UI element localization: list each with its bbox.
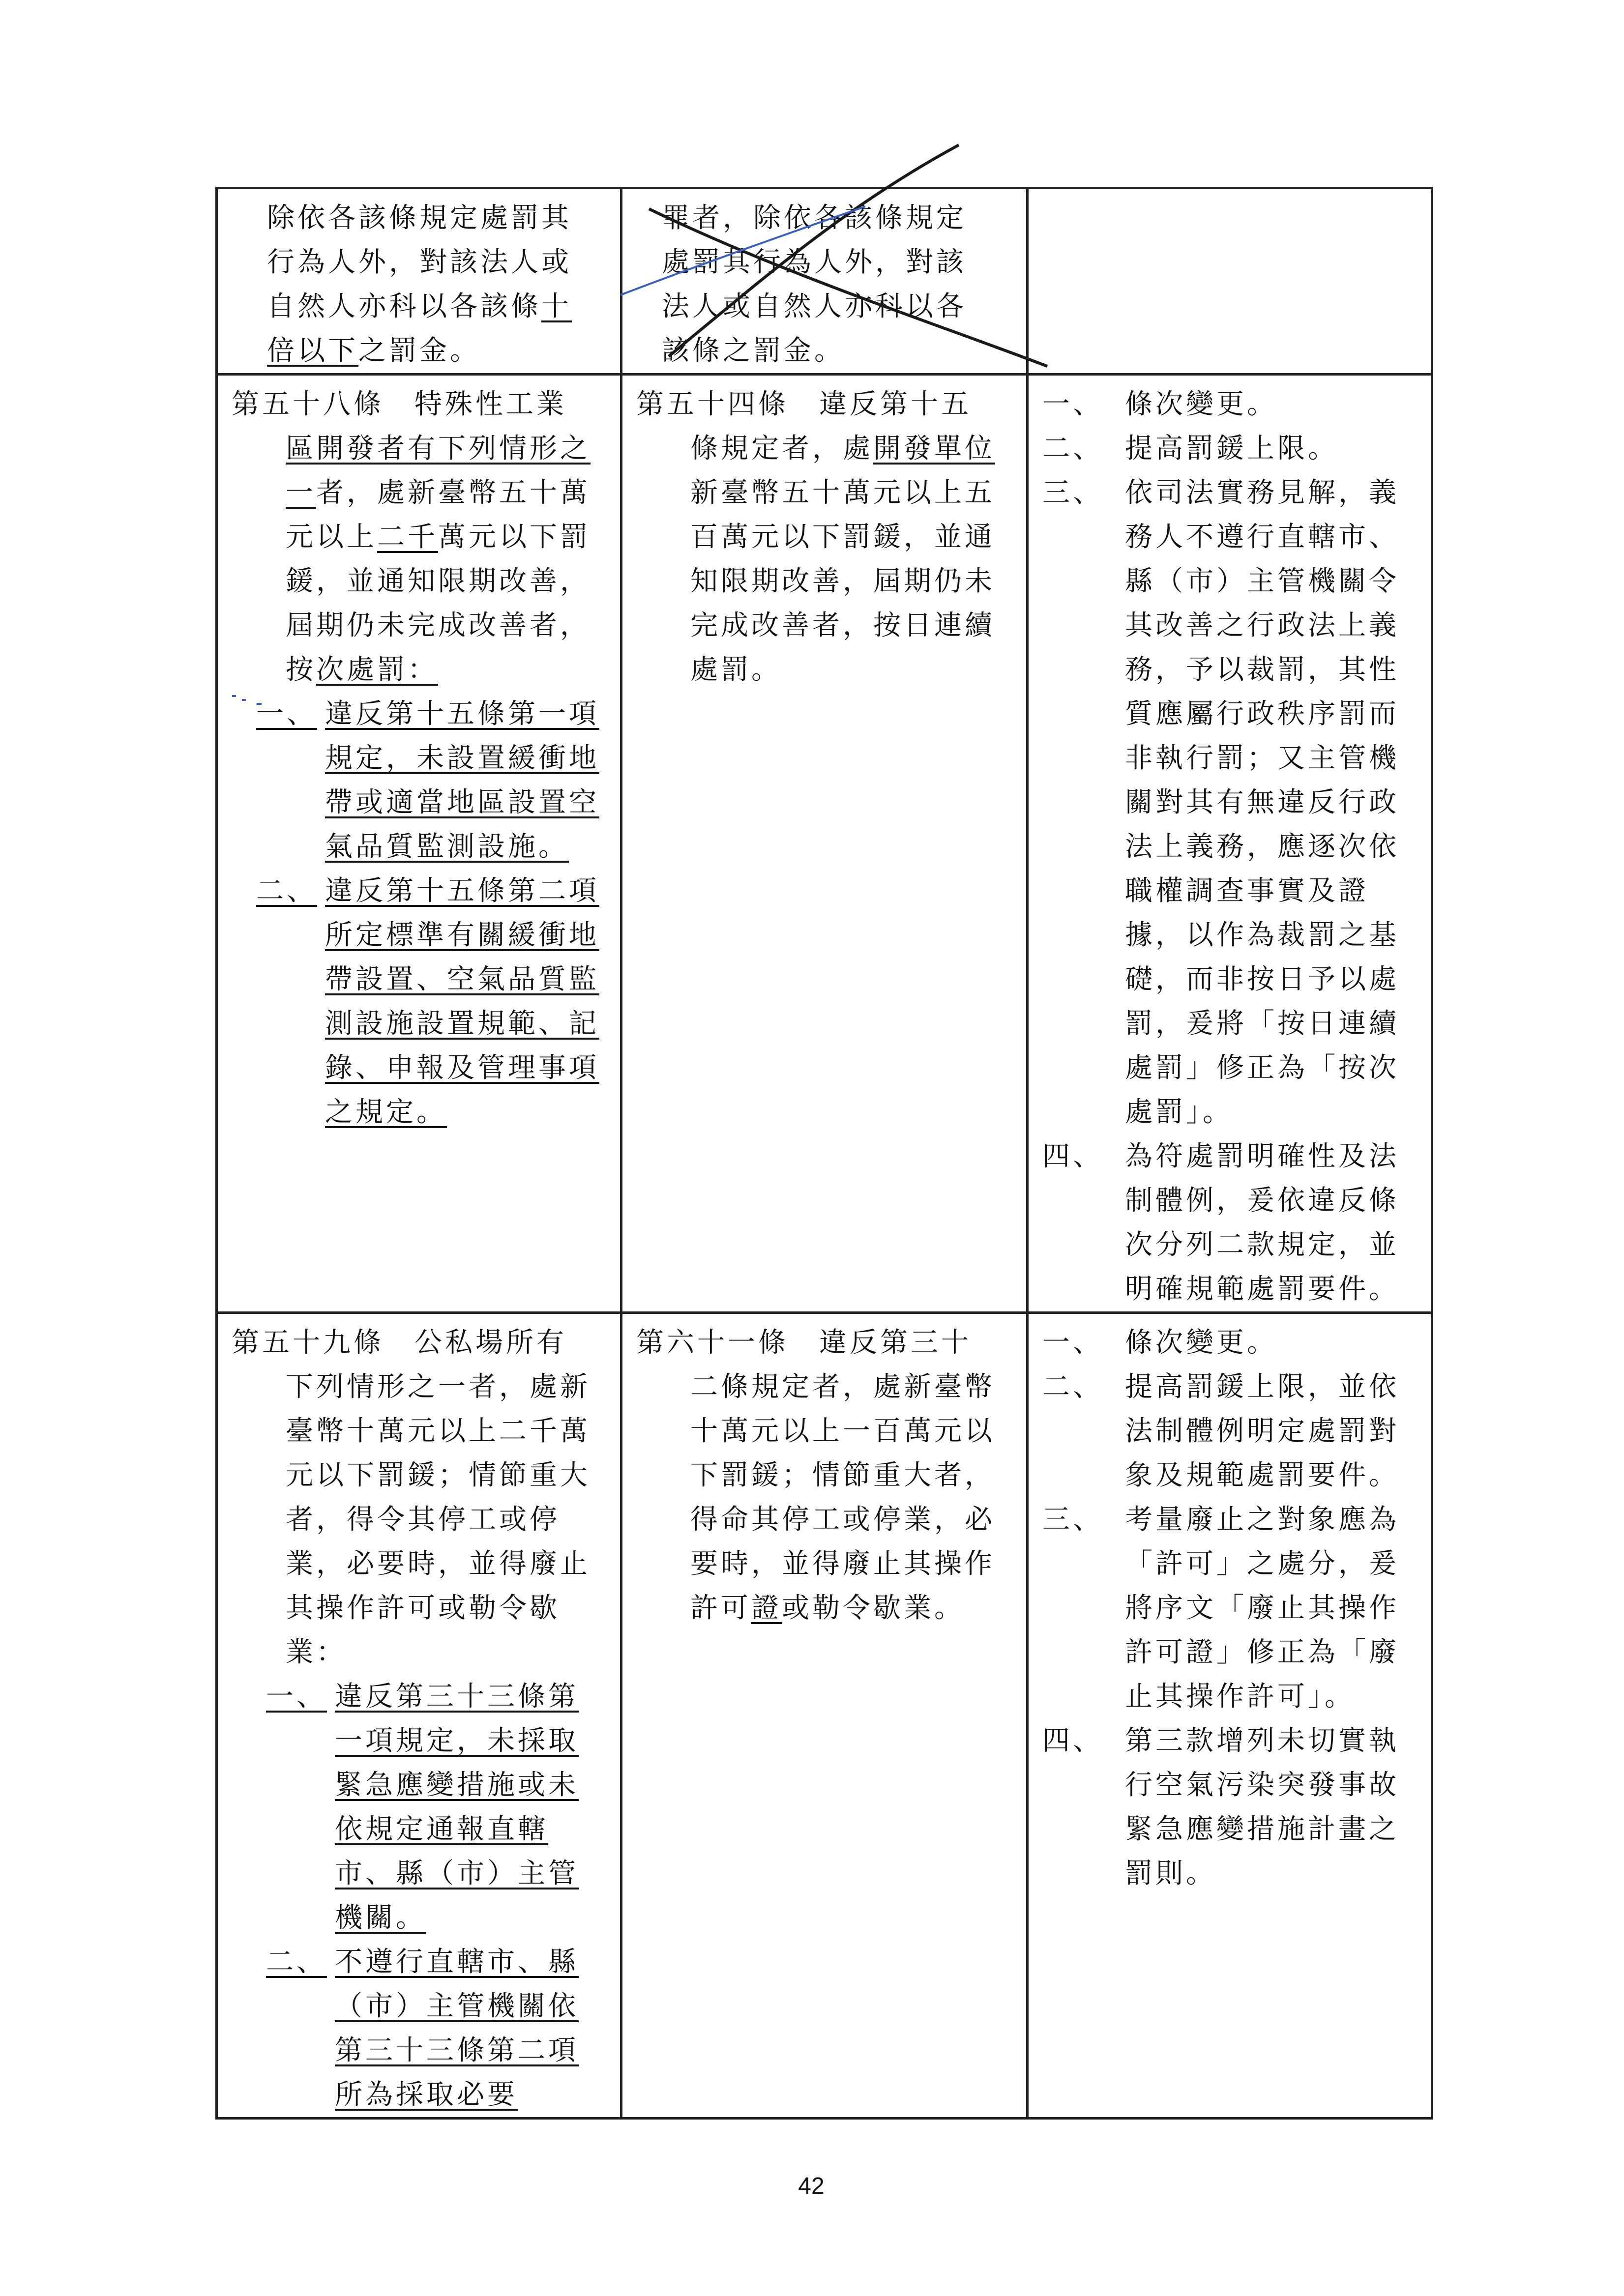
text-line: 自然人亦科以各該條十 [267,291,572,322]
comparison-table [215,187,1433,2120]
page-number: 42 [798,2173,825,2199]
table-cell [621,1313,1028,2119]
list-item: 二、 提高罰鍰上限，並依法制體例明定處罰對象及規範處罰要件。 [1042,1371,1399,1491]
list-item: 一、 條次變更。 [1042,388,1277,420]
table-cell [217,1313,621,2119]
table-row [217,1313,1432,2119]
text-line: 罪者，除依各該條規定 [662,202,967,234]
article-heading: 第五十四條 違反第十五 [636,388,972,420]
list-item: 一、 條次變更。 [1042,1327,1277,1359]
text-line: 該條之罰金。 [662,335,845,367]
article-body: 區開發者有下列情形之 一者，處新臺幣五十萬元以上二千萬元以下罰鍰，並通知限期改善，屆期仍未完成改善者，按次處罰： [286,433,591,686]
list-item: 二、 不遵行直轄市、縣（市）主管機關依第三十三條第二項所為採取必要 [266,1946,579,2111]
list-item: 四、 第三款增列未切實執行空氣污染突發事故緊急應變措施計畫之罰則。 [1042,1725,1399,1889]
article-body: 條規定者，處開發單位新臺幣五十萬元以上五百萬元以下罰鍰，並通知限期改善，屆期仍未完成改善者，按日連續處罰。 [690,433,995,686]
table-cell [1028,188,1432,375]
list-item: 二、 提高罰鍰上限。 [1042,433,1338,465]
text-line: 處罰其行為人外，對該 [662,246,967,278]
list-item: 一、 違反第十五條第一項規定，未設置緩衝地帶或適當地區設置空氣品質監測設施。 [256,698,599,863]
list-item: 四、 為符處罰明確性及法制體例，爰依違反條次分列二款規定，並明確規範處罰要件。 [1042,1140,1399,1305]
text-line: 除依各該條規定處罰其 [267,202,572,234]
table-cell [217,188,621,375]
table-cell [217,375,621,1313]
list-item: 二、 違反第十五條第二項所定標準有關緩衝地帶設置、空氣品質監測設施設置規範、記錄、申報及管理事項之規定。 [256,875,599,1128]
amended-text: 十 [541,291,572,322]
text-line: 行為人外，對該法人或 [267,246,572,278]
table-cell [1028,375,1432,1313]
article-heading: 第六十一條 違反第三十 [636,1327,972,1359]
list-item: 三、 依司法實務見解，義務人不遵行直轄市、縣（市）主管機關令其改善之行政法上義務，予以裁罰，其性質應屬行政秩序罰而非執行罰；又主管機關對其有無違反行政法上義務，應逐次依職權調查事實及證據，以作為裁罰之基礎，而非按日予以處罰，爰將「按日連續處罰」修正為「按次處罰」。 [1042,477,1399,1128]
list-item: 三、 考量廢止之對象應為「許可」之處分，爰將序文「廢止其操作許可證」修正為「廢止其操作許可」。 [1042,1504,1399,1713]
table-row [217,375,1432,1313]
text-line: 倍以下之罰金。 [267,335,480,367]
amended-text: 倍以下 [267,335,358,367]
table-cell [621,375,1028,1313]
article-body: 下列情形之一者，處新臺幣十萬元以上二千萬元以下罰鍰；情節重大者，得令其停工或停業，必要時，並得廢止其操作許可或勒令歇業： [286,1371,591,1668]
article-heading: 第五十九條 公私場所有 [232,1327,567,1359]
table-row [217,188,1432,375]
article-heading: 第五十八條 特殊性工業 [232,388,567,420]
article-body: 二條規定者，處新臺幣十萬元以上一百萬元以下罰鍰；情節重大者，得命其停工或停業，必要時，並得廢止其操作許可證或勒令歇業。 [690,1371,995,1624]
list-item: 一、 違反第三十三條第一項規定，未採取緊急應變措施或未依規定通報直轄市、縣（市）主管機關。 [266,1681,579,1934]
table-cell [621,188,1028,375]
text-line: 法人或自然人亦科以各 [662,291,967,322]
table-cell [1028,1313,1432,2119]
